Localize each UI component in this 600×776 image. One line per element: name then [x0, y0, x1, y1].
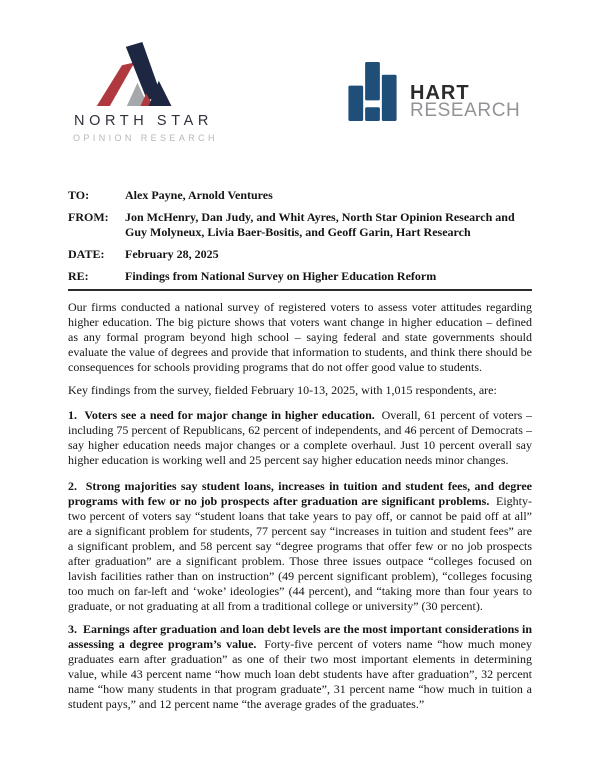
memo-value-date: February 28, 2025: [125, 247, 219, 261]
north-star-mountain-icon: [96, 42, 178, 106]
memo-value-to: Alex Payne, Arnold Ventures: [125, 188, 273, 202]
finding-3-heading: 3. Earnings after graduation and loan debt levels are the most important considerations in assessing a degree program’s value.: [68, 622, 532, 651]
finding-1-heading: 1. Voters see a need for major change in higher education.: [68, 408, 375, 422]
north-star-tagline: OPINION RESEARCH: [73, 133, 218, 143]
memo-value-from: Jon McHenry, Dan Judy, and Whit Ayres, North Star Opinion Research and Guy Molyneux, Livia Baer-Bositis, and Geoff Garin, Hart Research: [125, 210, 515, 239]
memo-row-to: [68, 188, 532, 203]
memo-row-re: [68, 269, 532, 284]
intro-paragraph: Our firms conducted a national survey of registered voters to assess voter attitudes regarding higher education. The big picture shows that voters want change in higher education – defined as any formal program beyond high school – saying federal and state governments should evaluate the value of degrees and provide that information to students, and think there should be consequences for schools providing programs that do not offer good value to students.: [68, 300, 532, 374]
north-star-wordmark: NORTH STAR: [74, 113, 213, 129]
key-findings-line: Key findings from the survey, fielded February 10-13, 2025, with 1,015 respondents, are:: [68, 383, 497, 397]
memo-row-date: [68, 247, 532, 262]
hart-wordmark-subtitle: RESEARCH: [410, 100, 521, 121]
memo-label-from: FROM:: [68, 210, 109, 224]
finding-1-paragraph: [68, 408, 532, 468]
memo-body: [68, 300, 532, 712]
memo-label-re: RE:: [68, 269, 89, 283]
finding-2-text: Eighty-two percent of voters say “student loans that take years to pay off, or cannot be paid off at all” are a significant problem for students, 77 percent say “increases in tuition and student fees” are a significant problem, and 58 percent say “degree programs that offer few or no job prospects after graduation” are a significant problem. Those three issues outpace “colleges focused on lavish facilities rather than on instruction” (49 percent significant problem), “colleges focusing too much on far-left and ‘woke’ ideologies” (44 percent), and “taking more than four years to graduate, or not graduating at all from a traditional college or university” (30 percent).: [68, 494, 532, 613]
hart-logo: [348, 62, 520, 121]
memo-header: [68, 188, 532, 291]
hart-wordmark-title: HART: [410, 82, 470, 104]
finding-3-paragraph: [68, 622, 532, 712]
memo-value-re: Findings from National Survey on Higher Education Reform: [125, 269, 437, 283]
finding-2-heading: 2. Strong majorities say student loans, increases in tuition and student fees, and degree programs with few or no job prospects after graduation are significant problems.: [68, 479, 532, 508]
north-star-logo: [70, 42, 218, 143]
finding-2-paragraph: [68, 479, 532, 614]
memo-label-to: TO:: [68, 188, 90, 202]
memo-label-date: DATE:: [68, 247, 105, 261]
hart-bar-chart-icon: [348, 62, 397, 121]
finding-1-text: Overall, 61 percent of voters – including 75 percent of Republicans, 62 percent of independents, and 46 percent of Democrats – say higher education needs major changes or a complete overhaul. Just 10 percent overall say higher education is working well and 25 percent say higher education needs minor changes.: [68, 408, 533, 467]
finding-3-text: Forty-five percent of voters name “how much money graduates earn after graduation” as one of their two most important elements in determining value, while 43 percent name “how much loan debt students have after graduation”, 32 percent name “how many students in that program graduate”, 31 percent name “how much in tuition a student pays,” and 12 percent name “the average grades of the graduates.”: [68, 637, 533, 711]
hart-wordmark: [410, 82, 521, 121]
memo-row-from: [68, 210, 532, 240]
logo-header: [68, 42, 532, 148]
